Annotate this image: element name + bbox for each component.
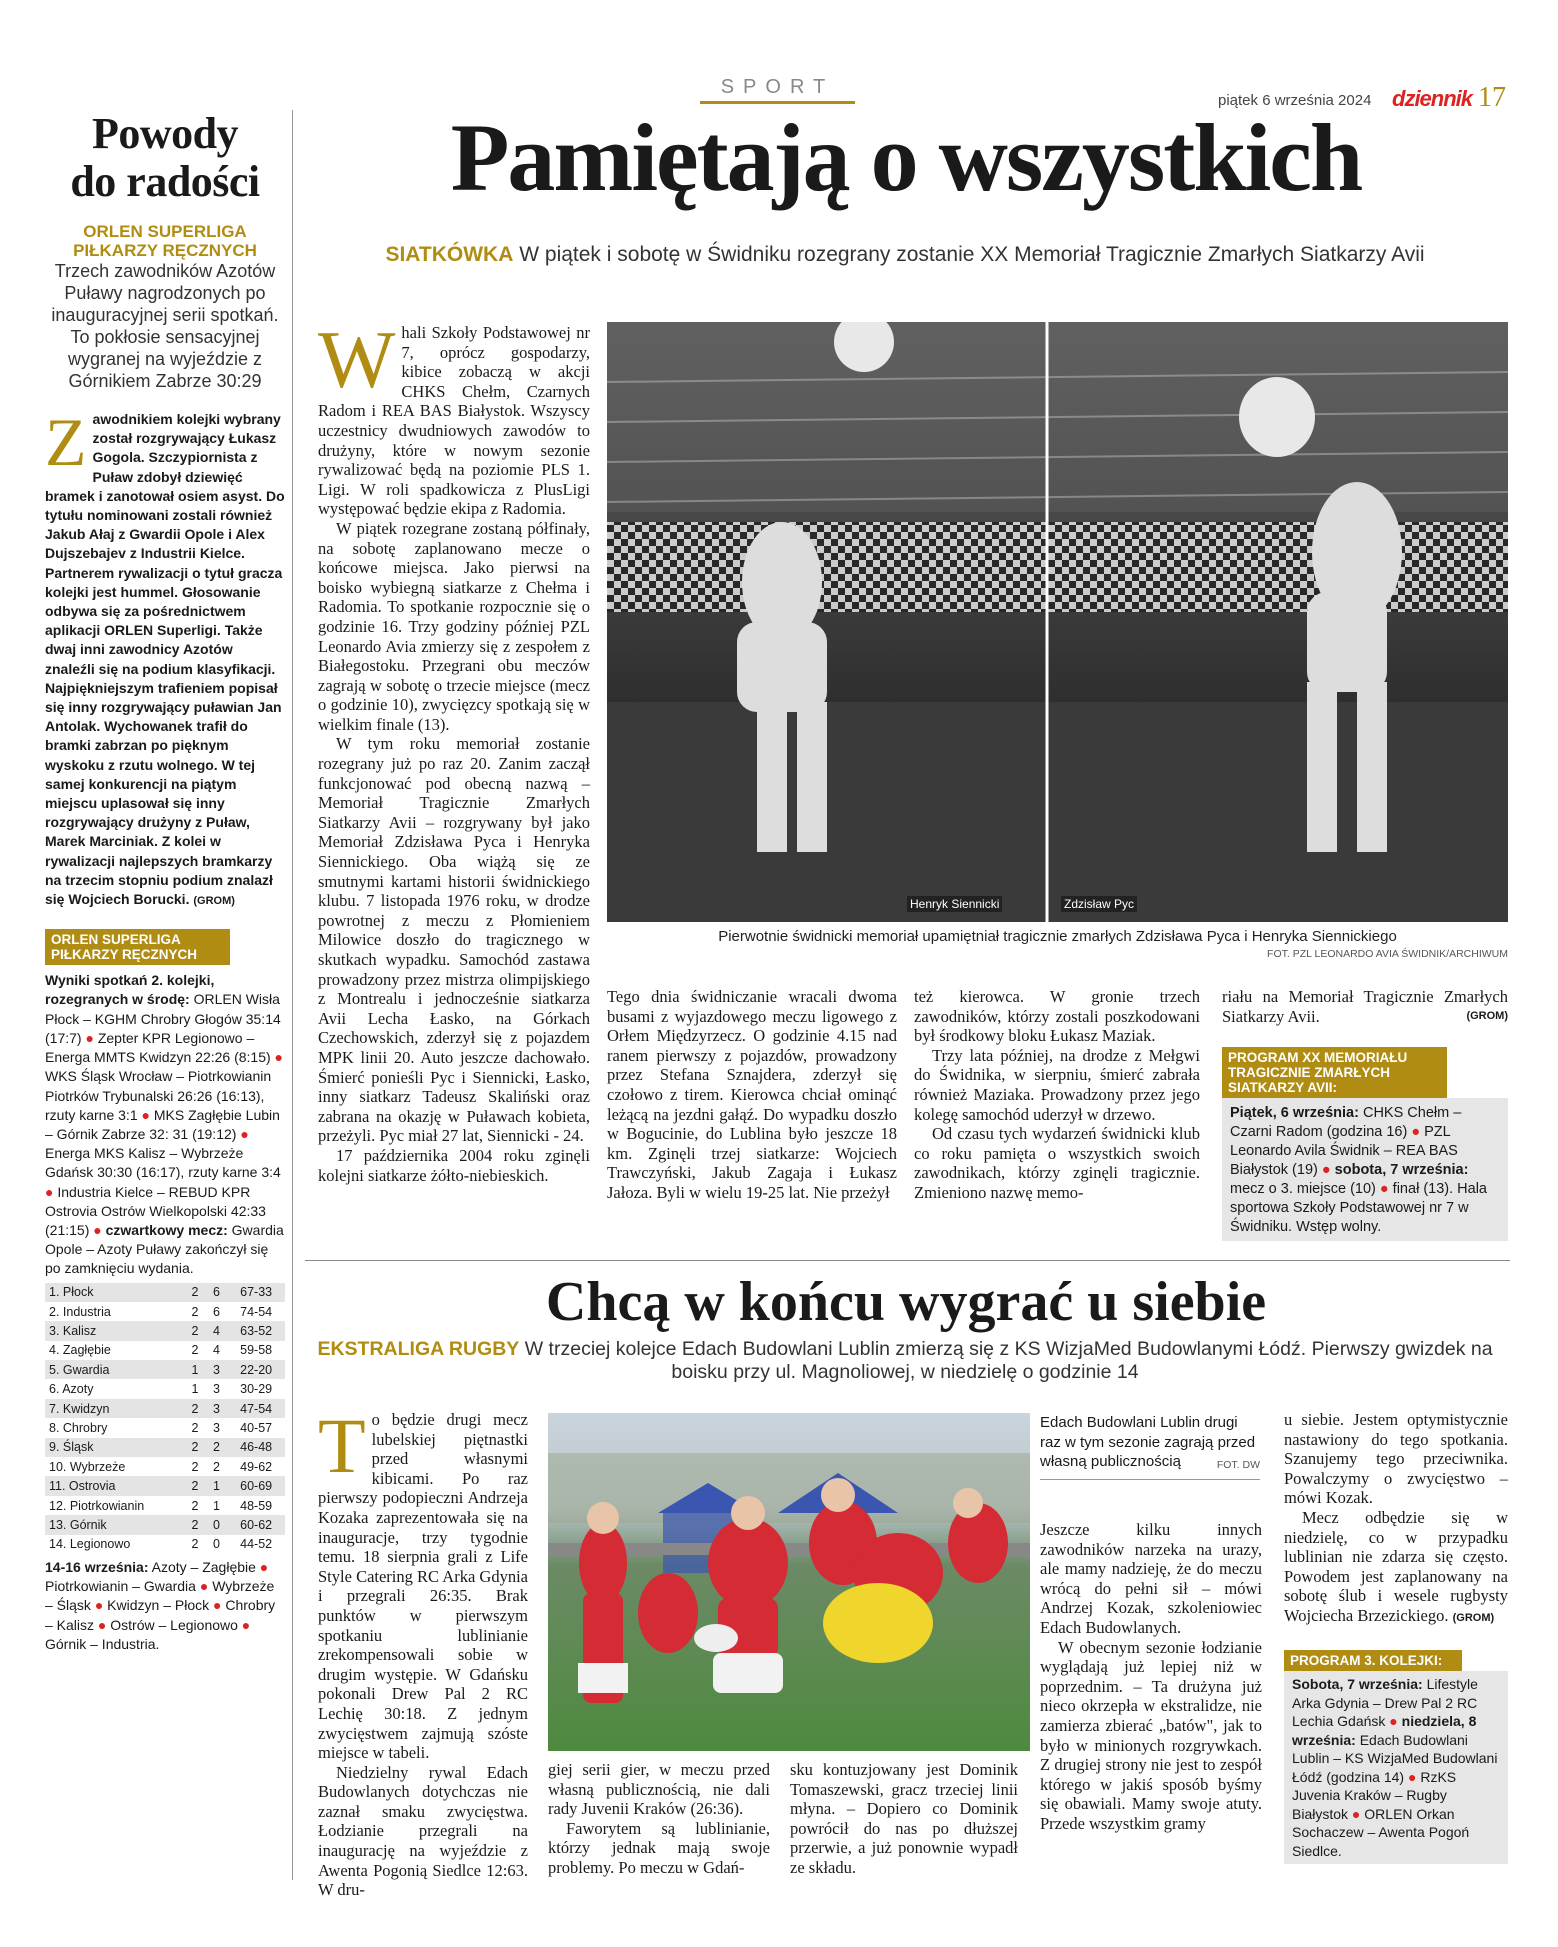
goals: 60-69: [240, 1479, 273, 1494]
bullet-icon: ●: [241, 1616, 251, 1633]
photo-credit: FOT. PZL LEONARDO AVIA ŚWIDNIK/ARCHIWUM: [1267, 948, 1508, 960]
bullet-icon: ●: [240, 1125, 249, 1142]
games-played: 2: [191, 1498, 199, 1513]
points: 1: [213, 1479, 220, 1494]
bullet-icon: ●: [97, 1616, 107, 1633]
article2-lead: W trzeciej kolejce Edach Budowlani Lublin zmierzą się z KS WizjaMed Budowlanymi Łódź. Pierwszy gwizdek na boisku przy ul. Magnoliowej, w niedzielę o godzinie 14: [524, 1338, 1493, 1383]
article2-col4: [1040, 1520, 1262, 1834]
article2-col1-p2: Niedzielny rywal Edach Budowlanych dotychczas nie zaznał smaku zwycięstwa. Łodzianie przegrali na inaugurację na wyjeździe z Awenta Pogonią Siedlce 12:63. W dru-: [318, 1762, 528, 1900]
article-divider: [305, 1260, 1510, 1261]
team-name: 13. Górnik: [49, 1517, 107, 1532]
games-played: 1: [191, 1382, 199, 1397]
games-played: 2: [191, 1420, 199, 1435]
goals: 49-62: [240, 1459, 273, 1474]
points: 4: [213, 1343, 220, 1358]
games-played: 2: [191, 1517, 199, 1532]
article1-col3-p1: też kierowca. W gronie trzech zawodników, którzy zostali poszkodowani był środkowy bloku Łukasz Maziak.: [914, 987, 1200, 1046]
article2-signature: (GROM): [1452, 1611, 1495, 1624]
bullet-icon: ●: [85, 1029, 94, 1046]
sidebar-kicker: ORLEN SUPERLIGA PIŁKARZY RĘCZNYCH: [73, 222, 257, 260]
article2-headline: Chcą w końcu wygrać u siebie: [545, 1271, 1267, 1333]
memorial-box-header: PROGRAM XX MEMORIAŁU TRAGICZNIE ZMARŁYCH SIATKARZY AVII:: [1222, 1047, 1447, 1098]
article1-col3: [914, 987, 1200, 1203]
section-label: SPORT: [700, 76, 855, 104]
rugby-box-day2: niedziela, 8 września:: [1292, 1713, 1477, 1748]
article1-lead: W piątek i sobotę w Świdniku rozegrany zostanie XX Memoriał Tragicznie Zmarłych Siatkarzy Avii: [519, 243, 1425, 266]
article2-col5: [1284, 1410, 1508, 1629]
goals: 48-59: [240, 1498, 273, 1513]
rugby-photo-art: [548, 1413, 1030, 1751]
article2-col4-p2: W obecnym sezonie łodzianie wyglądają już lepiej niż w poprzednim. – Ta drużyna już nieco okrzepła w ekstralidze, nie zamierza zbierać „batów", jak to było w minionych rozgrywkach. Z drugiej strony nie jest to zespół którego w jakiś sposób byśmy się obawiali. Mamy swoje atuty. Przede wszystkim gramy: [1040, 1637, 1262, 1833]
article2-drop-letter: T: [318, 1402, 366, 1489]
goals: 74-54: [240, 1304, 273, 1319]
bullet-icon: ●: [1379, 1181, 1389, 1197]
rugby-box-text1: Lifestyle Arka Gdynia – Drew Pal 2 RC Lechia Gdańsk ●: [1292, 1676, 1478, 1729]
photo-label-right: Zdzisław Pyc: [1061, 896, 1137, 912]
points: 3: [213, 1420, 220, 1435]
table-row: [45, 1438, 285, 1457]
article1-col2-text: Tego dnia świdniczanie wracali dwoma busami z wyjazdowego meczu ligowego z Orłem Międzyrzecz. O godzinie 4.15 nad ranem pierwszy z pojazdów, prowadzony przez Stefana Sznajdera, zderzył się czołowo z tirem. Kierowca chciał ominąć leżącą na jezdni gałąź. Do wypadku doszło w Bogucinie, do Lublina było jeszcze 18 km. Zginęli trzej siatkarze: Wojciech Trawczyński, Jakub Zagaja i Łukasz Jałoza. Byli w wielu 19-25 lat. Nie przeżył: [607, 987, 897, 1202]
bullet-icon: ●: [94, 1597, 104, 1614]
team-name: 10. Wybrzeże: [49, 1459, 126, 1474]
page-number: 17: [1478, 82, 1506, 113]
bullet-icon: ●: [93, 1221, 102, 1238]
article2-col1-p1: o będzie drugi mecz lubelskiej piętnastki przed własnymi kibicami. Po raz pierwszy podopieczni Andrzeja Kozaka zaprezentowała się na inauguracje, trzy tygodnie temu. 18 sierpnia grali z Life Style Catering RC Arka Gdynia i przegrali 26:35. Brak punktów w pierwszym spotkaniu lublinianie zrekompensowali sobie w drugim występie. W Gdańsku pokonali Drew Pal 2 RC Lechię 30:18. Z jednym zwycięstwem zajmują szóste miejsce w tabeli.: [318, 1410, 528, 1763]
article1-col1-p1: hali Szkoły Podstawowej nr 7, oprócz gospodarzy, kibice zobaczą w akcji CHKS Chełm, Czarnych Radom i REA BAS Białystok. Wszyscy uczestnicy dwudniowych zawodów to drużyny, które w nowym sezonie rywalizować będą na poziomie PLS 1. Ligi. W roli spadkowicza z PlusLigi występować będzie ekipa z Radomia.: [318, 323, 590, 519]
results-tail: Gwardia Opole – Azoty Puławy zakończył się po zamknięciu wydania.: [45, 1221, 284, 1277]
games-played: 2: [191, 1440, 199, 1455]
bullet-icon: ●: [274, 1049, 284, 1066]
article1-drop-letter: W: [318, 314, 396, 405]
team-name: 7. Kwidzyn: [49, 1401, 110, 1416]
table-row: [45, 1302, 285, 1321]
article2-col2-p2: Faworytem są lublinianie, którzy jednak mają swoje problemy. Po meczu w Gdań-: [548, 1818, 770, 1877]
goals: 40-57: [240, 1420, 273, 1435]
team-name: 14. Legionowo: [49, 1537, 131, 1552]
table-row: [45, 1496, 285, 1515]
games-played: 2: [191, 1343, 199, 1358]
article1-kicker: SIATKÓWKA: [385, 243, 514, 266]
sidebar-signature: (GROM): [193, 895, 235, 908]
goals: 22-20: [240, 1362, 273, 1377]
goals: 63-52: [240, 1324, 273, 1338]
table-row: [45, 1360, 285, 1379]
next-round: [45, 1558, 285, 1654]
sidebar-results: [45, 971, 285, 1278]
memorial-program-box: [1222, 1047, 1508, 1241]
team-name: 5. Gwardia: [49, 1362, 110, 1377]
page-date: piątek 6 września 2024: [1218, 92, 1372, 109]
goals: 46-48: [240, 1440, 273, 1455]
table-row: [45, 1535, 285, 1554]
sidebar-results-header: ORLEN SUPERLIGA PIŁKARZY RĘCZNYCH: [45, 929, 230, 965]
games-played: 2: [191, 1285, 199, 1300]
team-name: 1. Płock: [49, 1285, 94, 1300]
photo-caption: Pierwotnie świdnicki memoriał upamiętniał tragicznie zmarłych Zdzisława Pyca i Henryka Siennickiego: [718, 928, 1397, 945]
memorial-box-day1: Piątek, 6 września:: [1230, 1105, 1359, 1121]
next-round-label: 14-16 września:: [45, 1559, 149, 1575]
article2-col2: [548, 1760, 770, 1878]
goals: 30-29: [240, 1382, 273, 1397]
team-name: 9. Śląsk: [49, 1440, 94, 1455]
article2-col4-p1: Jeszcze kilku innych zawodników narzeka na urazy, ale mamy nadzieję, że do meczu wrócą do pełni sił – mówi Andrzej Kozak, szkoleniowiec Edach Budowlanych.: [1040, 1520, 1262, 1637]
article1-col3-p2: Trzy lata później, na drodze z Mełgwi do Świdnika, w sierpniu, śmierć zabrała również Maziaka. Prowadzony przez jego kolegę samochód uderzył w drzewo.: [914, 1045, 1200, 1124]
table-row: [45, 1341, 285, 1360]
points: 3: [213, 1362, 220, 1377]
goals: 67-33: [240, 1285, 273, 1300]
article2-col3: [790, 1760, 1018, 1878]
memorial-box-text2: mecz o 3. miejsce (10) ● finał (13). Hala sportowa Szkoły Podstawowej nr 7 w Świdniku. Wstęp wolny.: [1230, 1181, 1487, 1235]
team-name: 11. Ostrovia: [49, 1479, 116, 1494]
rugby-photo-caption: [1040, 1413, 1260, 1480]
article1-col1-p2: W piątek rozegrane zostaną półfinały, na sobotę zaplanowano mecze o końcowe miejsca. Jako pierwsi na boisko wybiegną siatkarze z Chełma i Radomia. To spotkanie rozpocznie się o godzinie 16. Trzy godziny później PZL Leonardo Avia zmierzy się z zespołem z Białegostoku. Przegrani obu meczów zagrają w sobotę o trzecie miejsce (mecz o godzinie 10), zwycięzcy spotkają się w wielkim finale (13).: [318, 518, 590, 734]
bullet-icon: ●: [1407, 1768, 1417, 1785]
points: 2: [213, 1459, 220, 1474]
article1-col1: [318, 314, 590, 1185]
team-name: 2. Industria: [49, 1304, 111, 1319]
article1-signature: (GROM): [1466, 1009, 1508, 1022]
table-row: [45, 1515, 285, 1534]
article2-kicker: EKSTRALIGA RUGBY: [317, 1338, 520, 1360]
table-row: [45, 1379, 285, 1398]
bullet-icon: ●: [1389, 1713, 1398, 1729]
rugby-caption-text: Edach Budowlani Lublin drugi raz w tym sezonie zagrają przed własną publicznością: [1040, 1414, 1256, 1470]
article1-headline: Pamiętają o wszystkich: [450, 104, 1362, 211]
next-round-text: Azoty – Zagłębie ● Piotrkowianin – Gwardia ● Wybrzeże – Śląsk ● Kwidzyn – Płock ● Chrobry – Kalisz ● Ostrów – Legionowo ● Górnik – Industria.: [45, 1559, 276, 1652]
goals: 60-62: [240, 1517, 273, 1532]
team-name: 3. Kalisz: [49, 1324, 97, 1338]
table-row: [45, 1418, 285, 1437]
article1-col1-p3: W tym roku memoriał zostanie rozegrany już po raz 20. Zanim zaczął funkcjonować pod obecną nazwą – Memoriał Tragicznie Zmarłych Siatkarzy Avii – rozgrywany był jako Memoriał Zdzisława Pyca i Henryka Siennickiego. Oba wiążą się ze smutnymi kartami historii świdnickiego klubu. 7 listopada 1976 roku, w drodze powrotnej z meczu z Płomieniem Milowice doszło do tragicznego w skutkach wypadku. Samochód zastawa prowadzony przez mistrza olimpijskiego z Montrealu i jednocześnie siatkarza Avii Lecha Łasko, na Górkach Czechowskich, zderzył się z pojazdem MPK linii 20. Auto jeszcze dachowało. Śmierć ponieśli Pyc i Siennicki, Łasko, inny siatkarz Tadeusz Skaliński oraz zabrana na okazję w Puławach kobieta, przeżyli. Pyc miał 27 lat, Siennicki - 24.: [318, 734, 590, 1146]
rugby-box-header: PROGRAM 3. KOLEJKI:: [1284, 1650, 1462, 1671]
sidebar-title-line2: do radości: [70, 157, 260, 206]
sidebar-title: [45, 110, 285, 206]
games-played: 2: [191, 1459, 199, 1474]
bullet-icon: ●: [45, 1183, 54, 1200]
article2-col2-p1: giej serii gier, w meczu przed własną publicznością, nie dali rady Juvenii Kraków (26:36).: [548, 1760, 770, 1819]
memorial-box-text1: CHKS Chełm – Czarni Radom (godzina 16) ● PZL Leonardo Avila Świdnik – REA BAS Białystok (19) ●: [1230, 1105, 1462, 1178]
rugby-photo-credit: FOT. DW: [1216, 1459, 1260, 1471]
sidebar-body-text: awodnikiem kolejki wybrany został rozgrywający Łukasz Gogola. Szczypiornista z Puław zdobył dziewięć bramek i zanotował osiem asyst. Do tytułu nominowani zostali również Jakub Ałaj z Gwardii Opole i Alex Dujszebajev z Industrii Kielce. Partnerem rywalizacji o tytuł gracza kolejki jest hummel. Głosowanie odbywa się za pośrednictwem aplikacji ORLEN Superligi. Także dwaj inni zawodnicy Azotów znaleźli się na podium klasyfikacji. Najpiękniejszym trafieniem popisał się inny rozgrywający puławian Jan Antolak. Wychowanek trafił do bramki zabrzan po pięknym wyskoku z rzutu wolnego. W tej samej konkurencji na piątym miejscu uplasował się inny rozgrywający drużyny z Puław, Marek Marciniak. Z kolei w rywalizacji najlepszych bramkarzy na trzecim stopniu podium znalazł się Wojciech Borucki.: [45, 411, 285, 908]
team-name: 4. Zagłębie: [49, 1343, 111, 1358]
article2-col5-p1: u siebie. Jestem optymistycznie nastawiony do tego spotkania. Szanujemy tego przeciwnika. Powalczymy o zwycięstwo – mówi Kozak.: [1284, 1410, 1508, 1508]
points: 4: [213, 1324, 220, 1338]
bullet-icon: ●: [1351, 1805, 1361, 1822]
article1-col4-p1: riału na Memoriał Tragicznie Zmarłych Siatkarzy Avii.: [1222, 987, 1508, 1026]
games-played: 2: [191, 1304, 199, 1319]
points: 1: [213, 1498, 220, 1513]
article2-col5-p2: Mecz odbędzie się w niedzielę, co w przypadku lublinian nie zdarza się często. Powodem jest zaplanowany na sobotę ślub i wesele rugbysty Wojciecha Brzezickiego.: [1284, 1507, 1508, 1625]
brand-logo: dziennik: [1392, 86, 1473, 111]
sidebar-title-line1: Powody: [91, 109, 239, 158]
sidebar: [45, 110, 285, 1875]
team-name: 12. Piotrkowianin: [49, 1498, 145, 1513]
article2-lead-block: [310, 1338, 1500, 1384]
rugby-box-body: [1284, 1671, 1508, 1864]
rugby-box-text2: Edach Budowlani Lublin – KS WizjaMed Budowlani Łódź (godzina 14) ● RzKS Juvenia Kraków – Rugby Białystok ● ORLEN Orkan Sochaczew – Awenta Pogoń Siedlce.: [1292, 1731, 1498, 1859]
goals: 44-52: [240, 1537, 273, 1552]
team-name: 8. Chrobry: [49, 1420, 108, 1435]
bullet-icon: ●: [1411, 1124, 1421, 1140]
bullet-icon: ●: [199, 1578, 209, 1595]
points: 6: [213, 1285, 220, 1300]
bullet-icon: ●: [259, 1559, 269, 1575]
table-row: [45, 1283, 285, 1302]
results-text: ORLEN Wisła Płock – KGHM Chrobry Głogów 35:14 (17:7) ● Zepter KPR Legionowo – Energa MMTS Kwidzyn 22:26 (8:15) ● WKS Śląsk Wrocław – Piotrkowianin Piotrków Trybunalski 26:26 (16:13), rzuty karne 3:1 ● MKS Zagłębie Lubin – Górnik Zabrze 32: 31 (19:12) ● Energa MKS Kalisz – Wybrzeże Gdańsk 30:30 (16:17), rzuty karne 3:4 ● Industria Kielce – REBUD KPR Ostrovia Ostrów Wielkopolski 42:33 (21:15) ●: [45, 991, 284, 1238]
points: 0: [213, 1517, 220, 1532]
table-row: [45, 1457, 285, 1476]
games-played: 2: [191, 1479, 199, 1494]
points: 2: [213, 1440, 220, 1455]
drop-letter: Z: [45, 404, 87, 480]
points: 3: [213, 1401, 220, 1416]
photo-label-left: Henryk Siennicki: [907, 896, 1002, 912]
volleyball-photo-art: [607, 322, 1508, 922]
article1-lead-block: [350, 242, 1460, 267]
games-played: 2: [191, 1537, 199, 1552]
goals: 59-58: [240, 1343, 273, 1358]
article2-col1: [318, 1402, 528, 1900]
points: 3: [213, 1382, 220, 1397]
table-row: [45, 1321, 285, 1340]
memorial-box-body: [1222, 1098, 1508, 1241]
games-played: 2: [191, 1324, 199, 1338]
bullet-icon: ●: [141, 1106, 150, 1123]
rugby-program-box: [1284, 1650, 1508, 1864]
sidebar-divider: [292, 110, 293, 1880]
rugby-photo: [548, 1413, 1030, 1751]
goals: 47-54: [240, 1401, 273, 1416]
article1-col3-p3: Od czasu tych wydarzeń świdnicki klub co roku pamięta o wszystkich swoich zawodnikach, którzy zginęli tragicznie. Zmieniono nazwę memo-: [914, 1124, 1200, 1202]
volleyball-photo: [607, 322, 1508, 922]
bullet-icon: ●: [1321, 1162, 1331, 1178]
table-row: [45, 1476, 285, 1495]
results-intro: Wyniki spotkań 2. kolejki, rozegranych w środę:: [45, 972, 215, 1008]
memorial-box-day2: sobota, 7 września:: [1334, 1162, 1469, 1178]
bullet-icon: ●: [213, 1597, 222, 1614]
article2-col3-p1: sku kontuzjowany jest Dominik Tomaszewski, gracz trzeciej linii młyna. – Dopiero co Dominik powrócił do nas po dłuższej przerwie, a już ponownie wypadł ze składu.: [790, 1760, 1018, 1877]
games-played: 1: [191, 1362, 199, 1377]
league-table: [45, 1283, 285, 1554]
article1-col4: [1222, 987, 1508, 1026]
rugby-box-day1: Sobota, 7 września:: [1292, 1676, 1423, 1692]
table-row: [45, 1399, 285, 1418]
article1-col1-p4: 17 października 2004 roku zginęli kolejni siatkarze żółto-niebieskich.: [318, 1145, 590, 1185]
points: 0: [213, 1537, 220, 1552]
sidebar-lead: Trzech zawodników Azotów Puławy nagrodzonych po inauguracyjnej serii spotkań. To pokłosie sensacyjnej wygranej na wyjeździe z Górnikiem Zabrze 30:29: [51, 261, 279, 391]
team-name: 6. Azoty: [49, 1382, 94, 1397]
games-played: 2: [191, 1401, 199, 1416]
results-bold-tail: czwartkowy mecz:: [105, 1221, 228, 1238]
sidebar-body: [45, 404, 285, 911]
points: 6: [213, 1304, 220, 1319]
article1-col2: [607, 987, 897, 1203]
